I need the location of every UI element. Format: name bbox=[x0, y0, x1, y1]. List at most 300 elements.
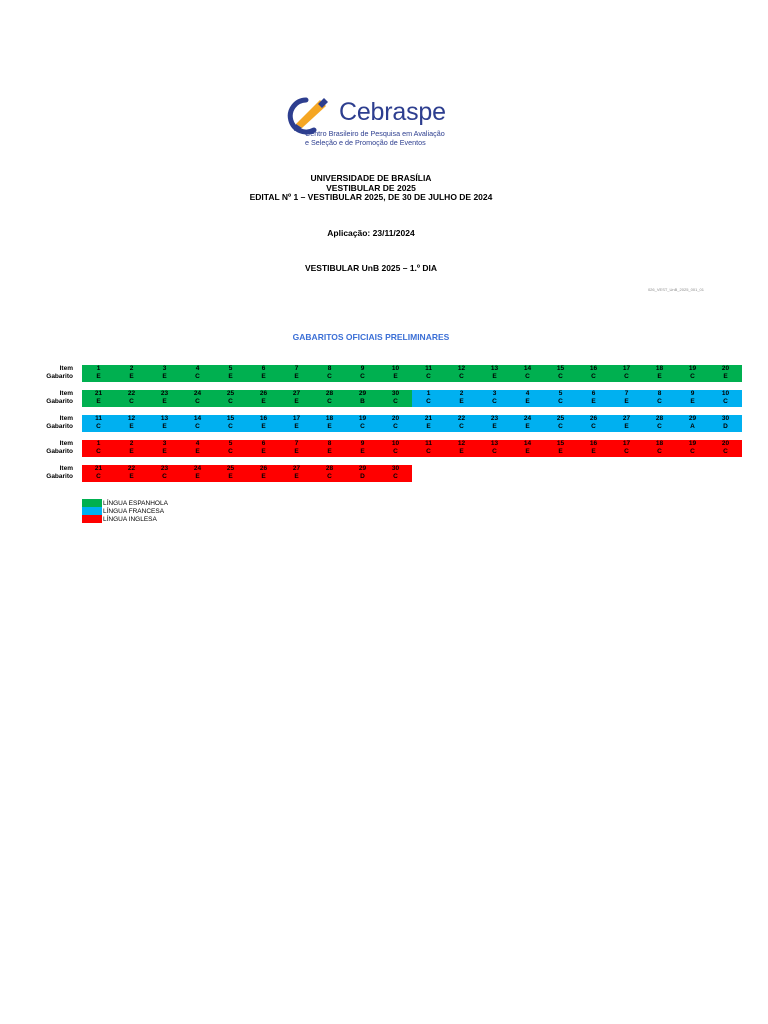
item-number: 26 bbox=[589, 415, 598, 422]
item-number: 9 bbox=[690, 390, 695, 397]
answer-value: E bbox=[459, 398, 464, 405]
item-number: 26 bbox=[259, 465, 268, 472]
item-number: 28 bbox=[325, 465, 334, 472]
answer-cell bbox=[247, 415, 280, 432]
item-number: 26 bbox=[259, 390, 268, 397]
answer-value: E bbox=[261, 373, 266, 380]
header-aplicacao: Aplicação: 23/11/2024 bbox=[327, 228, 415, 238]
answer-value: E bbox=[525, 398, 530, 405]
item-number: 25 bbox=[226, 465, 235, 472]
answer-cell bbox=[214, 465, 247, 482]
answer-cell bbox=[379, 440, 412, 457]
answer-value: E bbox=[624, 398, 629, 405]
answer-value: C bbox=[195, 373, 200, 380]
answer-value: E bbox=[96, 373, 101, 380]
gabarito-label: Gabarito bbox=[46, 373, 73, 380]
answer-value: C bbox=[492, 398, 497, 405]
answer-cell bbox=[643, 440, 676, 457]
answer-cell bbox=[379, 465, 412, 482]
answer-cell bbox=[643, 415, 676, 432]
answer-cell bbox=[478, 440, 511, 457]
item-number: 27 bbox=[292, 390, 301, 397]
answer-row bbox=[82, 415, 742, 432]
answer-value: C bbox=[657, 398, 662, 405]
answer-value: E bbox=[657, 373, 662, 380]
answer-cell bbox=[247, 465, 280, 482]
answer-value: E bbox=[690, 398, 695, 405]
item-number: 12 bbox=[127, 415, 136, 422]
answer-value: C bbox=[723, 398, 728, 405]
item-number: 22 bbox=[127, 465, 136, 472]
answer-cell bbox=[181, 390, 214, 407]
answer-cell bbox=[148, 365, 181, 382]
item-number: 17 bbox=[622, 440, 631, 447]
item-number: 23 bbox=[160, 390, 169, 397]
legend bbox=[82, 499, 168, 523]
item-number: 15 bbox=[556, 365, 565, 372]
item-number: 18 bbox=[655, 365, 664, 372]
answer-value: C bbox=[393, 423, 398, 430]
legend-item bbox=[82, 507, 168, 515]
answer-cell bbox=[247, 390, 280, 407]
answer-cell bbox=[346, 440, 379, 457]
answer-value: C bbox=[96, 448, 101, 455]
answer-value: C bbox=[426, 373, 431, 380]
item-number: 25 bbox=[226, 390, 235, 397]
item-number: 13 bbox=[490, 365, 499, 372]
legend-swatch bbox=[82, 515, 102, 523]
answer-value: C bbox=[558, 373, 563, 380]
item-number: 19 bbox=[358, 415, 367, 422]
answer-cell bbox=[478, 390, 511, 407]
answer-value: E bbox=[195, 448, 200, 455]
item-number: 12 bbox=[457, 365, 466, 372]
row-labels bbox=[40, 365, 73, 381]
row-labels bbox=[40, 415, 73, 431]
legend-item bbox=[82, 499, 168, 507]
answer-value: C bbox=[591, 373, 596, 380]
answer-value: C bbox=[360, 373, 365, 380]
legend-swatch bbox=[82, 499, 102, 507]
item-number: 13 bbox=[160, 415, 169, 422]
item-number: 8 bbox=[327, 440, 332, 447]
answer-value: E bbox=[525, 448, 530, 455]
answer-cell bbox=[676, 365, 709, 382]
item-number: 28 bbox=[655, 415, 664, 422]
header-university: UNIVERSIDADE DE BRASÍLIA bbox=[310, 173, 432, 183]
answer-value: E bbox=[195, 473, 200, 480]
answer-cell bbox=[544, 390, 577, 407]
answer-cell bbox=[214, 365, 247, 382]
item-number: 1 bbox=[96, 440, 101, 447]
answer-cell bbox=[445, 415, 478, 432]
item-number: 18 bbox=[325, 415, 334, 422]
answer-cell bbox=[478, 365, 511, 382]
answer-value: E bbox=[294, 398, 299, 405]
answer-value: E bbox=[459, 448, 464, 455]
answer-value: C bbox=[360, 423, 365, 430]
answer-cell bbox=[511, 365, 544, 382]
item-number: 12 bbox=[457, 440, 466, 447]
answer-cell bbox=[346, 390, 379, 407]
answer-value: C bbox=[492, 448, 497, 455]
item-number: 16 bbox=[589, 440, 598, 447]
answer-cell bbox=[247, 365, 280, 382]
answer-value: C bbox=[96, 423, 101, 430]
legend-swatch bbox=[82, 507, 102, 515]
item-number: 11 bbox=[425, 365, 432, 372]
item-label: Item bbox=[59, 365, 73, 372]
item-number: 29 bbox=[688, 415, 697, 422]
answer-value: E bbox=[360, 448, 365, 455]
answer-value: C bbox=[327, 373, 332, 380]
answer-value: C bbox=[558, 423, 563, 430]
answer-value: E bbox=[228, 373, 233, 380]
answer-cell bbox=[148, 390, 181, 407]
answer-cell bbox=[610, 415, 643, 432]
answer-value: E bbox=[228, 473, 233, 480]
answer-value: C bbox=[459, 423, 464, 430]
answer-cell bbox=[280, 365, 313, 382]
answer-cell bbox=[511, 415, 544, 432]
item-number: 29 bbox=[358, 390, 367, 397]
answer-value: C bbox=[426, 448, 431, 455]
item-number: 7 bbox=[294, 440, 299, 447]
answer-value: C bbox=[657, 423, 662, 430]
item-label: Item bbox=[59, 415, 73, 422]
item-number: 29 bbox=[358, 465, 367, 472]
answer-cell bbox=[82, 365, 115, 382]
item-number: 3 bbox=[492, 390, 497, 397]
answer-row bbox=[82, 365, 742, 382]
answer-cell bbox=[346, 365, 379, 382]
logo-subtitle-line1: Centro Brasileiro de Pesquisa em Avaliação bbox=[305, 129, 445, 138]
item-number: 4 bbox=[525, 390, 530, 397]
answer-value: C bbox=[228, 448, 233, 455]
answer-value: E bbox=[591, 398, 596, 405]
legend-label: LÍNGUA INGLESA bbox=[103, 515, 157, 523]
answer-cell bbox=[82, 390, 115, 407]
answer-value: C bbox=[591, 423, 596, 430]
answer-cell bbox=[280, 390, 313, 407]
answer-cell bbox=[313, 465, 346, 482]
item-number: 13 bbox=[490, 440, 499, 447]
answer-row bbox=[82, 390, 742, 407]
answer-cell bbox=[412, 440, 445, 457]
answer-cell bbox=[610, 440, 643, 457]
answer-cell bbox=[82, 440, 115, 457]
row-labels bbox=[40, 465, 73, 481]
item-number: 11 bbox=[425, 440, 432, 447]
item-number: 17 bbox=[622, 365, 631, 372]
answer-cell bbox=[709, 390, 742, 407]
answer-cell bbox=[544, 440, 577, 457]
answer-cell bbox=[115, 390, 148, 407]
answer-row bbox=[82, 465, 412, 482]
answer-value: C bbox=[195, 398, 200, 405]
answer-cell bbox=[181, 465, 214, 482]
answer-cell bbox=[280, 440, 313, 457]
header-exam: VESTIBULAR UnB 2025 – 1.º DIA bbox=[304, 263, 438, 273]
item-number: 7 bbox=[624, 390, 629, 397]
answer-value: C bbox=[624, 373, 629, 380]
answer-value: E bbox=[162, 423, 167, 430]
item-number: 25 bbox=[556, 415, 565, 422]
answer-value: E bbox=[525, 423, 530, 430]
answer-value: C bbox=[327, 398, 332, 405]
answer-value: E bbox=[162, 448, 167, 455]
header-vestibular: VESTIBULAR DE 2025 bbox=[326, 182, 416, 193]
answer-value: B bbox=[360, 398, 365, 405]
item-number: 8 bbox=[327, 365, 332, 372]
answer-cell bbox=[115, 415, 148, 432]
answer-cell bbox=[544, 415, 577, 432]
header-edital: EDITAL Nº 1 – VESTIBULAR 2025, DE 30 DE JULHO DE 2024 bbox=[249, 192, 493, 202]
answer-value: E bbox=[558, 448, 563, 455]
item-number: 23 bbox=[490, 415, 499, 422]
item-number: 27 bbox=[622, 415, 631, 422]
logo-subtitle bbox=[305, 130, 445, 147]
answer-value: E bbox=[591, 448, 596, 455]
logo-name: Cebraspe bbox=[339, 98, 446, 126]
row-labels bbox=[40, 390, 73, 406]
item-label: Item bbox=[59, 390, 73, 397]
answer-value: C bbox=[162, 473, 167, 480]
answer-cell bbox=[544, 365, 577, 382]
answer-value: E bbox=[492, 423, 497, 430]
answer-cell bbox=[709, 415, 742, 432]
item-number: 14 bbox=[193, 415, 202, 422]
answer-row bbox=[82, 440, 742, 457]
item-number: 21 bbox=[94, 465, 103, 472]
item-number: 22 bbox=[457, 415, 466, 422]
item-number: 27 bbox=[292, 465, 301, 472]
answer-value: C bbox=[129, 398, 134, 405]
answer-value: C bbox=[393, 448, 398, 455]
answer-value: E bbox=[327, 448, 332, 455]
item-number: 9 bbox=[360, 440, 365, 447]
item-number: 2 bbox=[129, 440, 134, 447]
item-number: 8 bbox=[657, 390, 662, 397]
answer-cell bbox=[445, 390, 478, 407]
item-number: 5 bbox=[228, 365, 233, 372]
section-title: GABARITOS OFICIAIS PRELIMINARES bbox=[292, 332, 450, 342]
answer-cell bbox=[214, 390, 247, 407]
answer-value: E bbox=[162, 398, 167, 405]
item-number: 6 bbox=[261, 440, 266, 447]
item-number: 11 bbox=[95, 415, 102, 422]
answer-cell bbox=[115, 365, 148, 382]
item-number: 14 bbox=[523, 440, 532, 447]
cebraspe-logo bbox=[284, 94, 454, 150]
answer-value: C bbox=[525, 373, 530, 380]
item-number: 3 bbox=[162, 440, 167, 447]
answer-cell bbox=[82, 415, 115, 432]
answer-cell bbox=[181, 440, 214, 457]
answer-cell bbox=[676, 390, 709, 407]
answer-cell bbox=[313, 365, 346, 382]
answer-value: C bbox=[690, 448, 695, 455]
answer-cell bbox=[676, 440, 709, 457]
item-number: 2 bbox=[459, 390, 464, 397]
answer-value: C bbox=[558, 398, 563, 405]
answer-value: E bbox=[261, 398, 266, 405]
answer-value: E bbox=[261, 473, 266, 480]
answer-value: C bbox=[393, 473, 398, 480]
answer-value: E bbox=[393, 373, 398, 380]
answer-cell bbox=[577, 390, 610, 407]
answer-value: C bbox=[690, 373, 695, 380]
answer-value: C bbox=[195, 423, 200, 430]
item-number: 30 bbox=[721, 415, 730, 422]
item-number: 15 bbox=[556, 440, 565, 447]
item-number: 10 bbox=[391, 440, 400, 447]
item-number: 16 bbox=[259, 415, 268, 422]
gabarito-label: Gabarito bbox=[46, 448, 73, 455]
answer-cell bbox=[379, 415, 412, 432]
document-code: 026_VEST_UnB_2025_001_01 bbox=[647, 287, 704, 292]
answer-value: C bbox=[228, 423, 233, 430]
answer-value: C bbox=[426, 398, 431, 405]
legend-item bbox=[82, 515, 168, 523]
answer-cell bbox=[610, 365, 643, 382]
item-number: 4 bbox=[195, 365, 200, 372]
answer-value: E bbox=[723, 373, 728, 380]
item-number: 5 bbox=[228, 440, 233, 447]
answer-value: E bbox=[129, 473, 134, 480]
answer-cell bbox=[115, 440, 148, 457]
answer-cell bbox=[379, 390, 412, 407]
answer-cell bbox=[280, 415, 313, 432]
item-number: 30 bbox=[391, 390, 400, 397]
item-number: 9 bbox=[360, 365, 365, 372]
answer-value: E bbox=[261, 423, 266, 430]
item-label: Item bbox=[59, 440, 73, 447]
answer-cell bbox=[412, 415, 445, 432]
answer-cell bbox=[313, 415, 346, 432]
answer-value: E bbox=[129, 373, 134, 380]
item-number: 2 bbox=[129, 365, 134, 372]
answer-value: E bbox=[261, 448, 266, 455]
item-number: 16 bbox=[589, 365, 598, 372]
answer-cell bbox=[346, 465, 379, 482]
answer-cell bbox=[214, 415, 247, 432]
answer-cell bbox=[181, 365, 214, 382]
item-number: 10 bbox=[721, 390, 730, 397]
answer-value: E bbox=[624, 423, 629, 430]
item-number: 15 bbox=[226, 415, 235, 422]
answer-cell bbox=[412, 390, 445, 407]
answer-cell bbox=[346, 415, 379, 432]
answer-value: D bbox=[360, 473, 365, 480]
answer-cell bbox=[313, 390, 346, 407]
item-number: 28 bbox=[325, 390, 334, 397]
item-number: 14 bbox=[523, 365, 532, 372]
answer-value: E bbox=[294, 473, 299, 480]
answer-cell bbox=[577, 415, 610, 432]
answer-cell bbox=[577, 365, 610, 382]
answer-value: E bbox=[426, 423, 431, 430]
item-number: 6 bbox=[261, 365, 266, 372]
item-number: 10 bbox=[391, 365, 400, 372]
answer-value: C bbox=[624, 448, 629, 455]
answer-value: E bbox=[129, 448, 134, 455]
item-number: 21 bbox=[424, 415, 433, 422]
item-number: 30 bbox=[391, 465, 400, 472]
gabarito-label: Gabarito bbox=[46, 423, 73, 430]
answer-value: E bbox=[96, 398, 101, 405]
answer-value: C bbox=[459, 373, 464, 380]
item-number: 20 bbox=[721, 365, 730, 372]
answer-cell bbox=[511, 440, 544, 457]
answer-cell bbox=[148, 440, 181, 457]
item-number: 4 bbox=[195, 440, 200, 447]
answer-cell bbox=[181, 415, 214, 432]
answer-cell bbox=[511, 390, 544, 407]
item-number: 22 bbox=[127, 390, 136, 397]
answer-cell bbox=[709, 365, 742, 382]
answer-value: E bbox=[327, 423, 332, 430]
legend-label: LÍNGUA FRANCESA bbox=[103, 507, 165, 515]
item-number: 7 bbox=[294, 365, 299, 372]
answer-cell bbox=[709, 440, 742, 457]
answer-value: E bbox=[294, 373, 299, 380]
document-header bbox=[0, 174, 742, 203]
answer-value: C bbox=[393, 398, 398, 405]
answer-value: E bbox=[129, 423, 134, 430]
item-number: 23 bbox=[160, 465, 169, 472]
answer-cell bbox=[313, 440, 346, 457]
answer-cell bbox=[445, 365, 478, 382]
answer-value: E bbox=[294, 423, 299, 430]
answer-value: C bbox=[657, 448, 662, 455]
item-number: 6 bbox=[591, 390, 596, 397]
item-number: 18 bbox=[655, 440, 664, 447]
item-number: 20 bbox=[391, 415, 400, 422]
answer-value: E bbox=[162, 373, 167, 380]
answer-cell bbox=[643, 365, 676, 382]
answer-value: C bbox=[228, 398, 233, 405]
logo-subtitle-line2: e Seleção e de Promoção de Eventos bbox=[305, 137, 426, 147]
answer-cell bbox=[676, 415, 709, 432]
answer-cell bbox=[610, 390, 643, 407]
answer-cell bbox=[379, 365, 412, 382]
answer-value: E bbox=[492, 373, 497, 380]
answer-value: A bbox=[690, 423, 695, 430]
item-number: 5 bbox=[558, 390, 563, 397]
item-number: 24 bbox=[193, 390, 202, 397]
answer-cell bbox=[148, 415, 181, 432]
legend-label: LÍNGUA ESPANHOLA bbox=[103, 499, 168, 507]
item-number: 1 bbox=[96, 365, 101, 372]
answer-value: E bbox=[294, 448, 299, 455]
answer-cell bbox=[577, 440, 610, 457]
gabarito-label: Gabarito bbox=[46, 473, 73, 480]
gabarito-label: Gabarito bbox=[46, 398, 73, 405]
item-number: 21 bbox=[94, 390, 103, 397]
answer-cell bbox=[247, 440, 280, 457]
answer-cell bbox=[643, 390, 676, 407]
item-number: 1 bbox=[426, 390, 431, 397]
item-number: 24 bbox=[193, 465, 202, 472]
row-labels bbox=[40, 440, 73, 456]
answer-value: D bbox=[723, 423, 728, 430]
item-number: 19 bbox=[688, 440, 697, 447]
answer-cell bbox=[148, 465, 181, 482]
answer-cell bbox=[280, 465, 313, 482]
answer-value: C bbox=[723, 448, 728, 455]
answer-value: C bbox=[96, 473, 101, 480]
